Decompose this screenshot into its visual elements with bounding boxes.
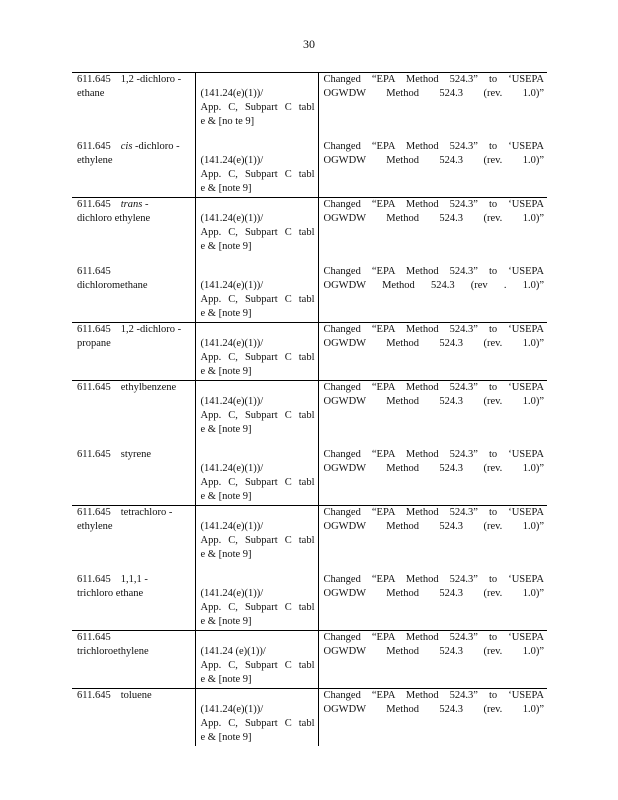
chemical-name: ethylbenzene	[120, 382, 177, 393]
change-description: Changed “EPA Method 524.3” to ‘USEPA	[323, 199, 544, 210]
change-description: OGWDW Method 524.3 (rev. 1.0)”	[323, 588, 544, 599]
citation-text: App. C, Subpart C tabl	[200, 294, 315, 305]
amendments-table	[72, 72, 547, 746]
chemical-name: ethylene	[77, 155, 113, 166]
citation-text: (141.24(e)(1))/	[200, 588, 264, 599]
citation-text: e & [note 9]	[200, 241, 252, 252]
section-number: 611.645	[77, 199, 111, 210]
citation-cell	[195, 438, 318, 506]
table-row	[72, 563, 547, 631]
change-cell	[318, 381, 547, 439]
citation-text: (141.24(e)(1))/	[200, 155, 264, 166]
chemical-name: cis -dichloro -	[120, 141, 180, 152]
citation-text: (141.24(e)(1))/	[200, 213, 264, 224]
chemical-name: styrene	[120, 449, 152, 460]
chemical-name: dichloro ethylene	[77, 213, 151, 224]
section-number: 611.645	[77, 507, 111, 518]
citation-cell	[195, 381, 318, 439]
isomer-prefix: trans	[120, 199, 143, 210]
citation-cell	[195, 73, 318, 131]
section-cell	[72, 438, 195, 506]
change-description: Changed “EPA Method 524.3” to ‘USEPA	[323, 449, 544, 460]
citation-text: e & [note 9]	[200, 366, 252, 377]
section-cell	[72, 73, 195, 131]
change-description: Changed “EPA Method 524.3” to ‘USEPA	[323, 574, 544, 585]
table-row	[72, 689, 547, 747]
page-number: 30	[303, 37, 315, 51]
chemical-name: propane	[77, 338, 111, 349]
change-cell	[318, 438, 547, 506]
chemical-name: 1,2 -dichloro -	[120, 324, 182, 335]
table-row	[72, 631, 547, 689]
change-cell	[318, 323, 547, 381]
table-row	[72, 73, 547, 131]
section-number: 611.645	[77, 266, 111, 277]
change-cell	[318, 73, 547, 131]
table-row	[72, 198, 547, 256]
citation-cell	[195, 631, 318, 689]
table-row	[72, 381, 547, 439]
change-description: OGWDW Method 524.3 (rev. 1.0)”	[323, 521, 544, 532]
change-cell	[318, 255, 547, 323]
citation-text: e & [no te 9]	[200, 116, 255, 127]
change-description: OGWDW Method 524.3 (rev. 1.0)”	[323, 88, 544, 99]
citation-cell	[195, 198, 318, 256]
change-description: Changed “EPA Method 524.3” to ‘USEPA	[323, 690, 544, 701]
change-description: OGWDW Method 524.3 (rev. 1.0)”	[323, 646, 544, 657]
section-cell	[72, 323, 195, 381]
section-cell	[72, 563, 195, 631]
chemical-name: ethane	[77, 88, 105, 99]
change-cell	[318, 506, 547, 564]
section-number: 611.645	[77, 141, 111, 152]
citation-text: (141.24(e)(1))/	[200, 521, 264, 532]
change-cell	[318, 198, 547, 256]
citation-text: (141.24(e)(1))/	[200, 338, 264, 349]
change-description: OGWDW Method 524.3 (rev. 1.0)”	[323, 704, 544, 715]
change-description: OGWDW Method 524.3 (rev. 1.0)”	[323, 338, 544, 349]
change-description: OGWDW Method 524.3 (rev. 1.0)”	[323, 396, 544, 407]
chemical-name: trichloro ethane	[77, 588, 144, 599]
section-cell	[72, 506, 195, 564]
chemical-name: tetrachloro -	[120, 507, 173, 518]
citation-text: App. C, Subpart C tabl	[200, 352, 315, 363]
citation-cell	[195, 506, 318, 564]
citation-text: App. C, Subpart C tabl	[200, 227, 315, 238]
chemical-name: trans -	[120, 199, 149, 210]
citation-text: App. C, Subpart C tabl	[200, 718, 315, 729]
section-number: 611.645	[77, 74, 111, 85]
citation-text: e & [note 9]	[200, 616, 252, 627]
section-number: 611.645	[77, 449, 111, 460]
change-description: Changed “EPA Method 524.3” to ‘USEPA	[323, 266, 544, 277]
citation-text: (141.24(e)(1))/	[200, 704, 264, 715]
citation-text: (141.24(e)(1))/	[200, 280, 264, 291]
citation-text: App. C, Subpart C tabl	[200, 102, 315, 113]
change-description: Changed “EPA Method 524.3” to ‘USEPA	[323, 141, 544, 152]
change-cell	[318, 130, 547, 198]
section-number: 611.645	[77, 382, 111, 393]
table-body	[72, 73, 547, 747]
citation-cell	[195, 323, 318, 381]
chemical-name: 1,2 -dichloro -	[120, 74, 182, 85]
section-cell	[72, 689, 195, 747]
section-number: 611.645	[77, 632, 111, 643]
change-description: OGWDW Method 524.3 (rev. 1.0)”	[323, 155, 544, 166]
change-description: Changed “EPA Method 524.3” to ‘USEPA	[323, 632, 544, 643]
change-description: Changed “EPA Method 524.3” to ‘USEPA	[323, 324, 544, 335]
citation-text: App. C, Subpart C tabl	[200, 477, 315, 488]
table-row	[72, 506, 547, 564]
section-number: 611.645	[77, 690, 111, 701]
citation-text: e & [note 9]	[200, 183, 252, 194]
change-cell	[318, 563, 547, 631]
section-cell	[72, 631, 195, 689]
citation-text: e & [note 9]	[200, 491, 252, 502]
change-cell	[318, 631, 547, 689]
citation-text: e & [note 9]	[200, 424, 252, 435]
citation-text: (141.24 (e)(1))/	[200, 646, 266, 657]
change-description: OGWDW Method 524.3 (rev. 1.0)”	[323, 213, 544, 224]
section-number: 611.645	[77, 574, 111, 585]
chemical-name: 1,1,1 -	[120, 574, 148, 585]
change-description: Changed “EPA Method 524.3” to ‘USEPA	[323, 507, 544, 518]
citation-text: App. C, Subpart C tabl	[200, 169, 315, 180]
isomer-prefix: cis	[120, 141, 133, 152]
table-row	[72, 438, 547, 506]
citation-cell	[195, 689, 318, 747]
section-cell	[72, 255, 195, 323]
citation-text: e & [note 9]	[200, 674, 252, 685]
change-description: OGWDW Method 524.3 (rev. 1.0)”	[323, 463, 544, 474]
change-cell	[318, 689, 547, 747]
change-description: OGWDW Method 524.3 (rev . 1.0)”	[323, 280, 544, 291]
section-cell	[72, 381, 195, 439]
chemical-name: ethylene	[77, 521, 113, 532]
section-number: 611.645	[77, 324, 111, 335]
table-row	[72, 130, 547, 198]
citation-text: App. C, Subpart C tabl	[200, 602, 315, 613]
citation-text: App. C, Subpart C tabl	[200, 535, 315, 546]
citation-cell	[195, 255, 318, 323]
citation-text: App. C, Subpart C tabl	[200, 660, 315, 671]
citation-text: (141.24(e)(1))/	[200, 463, 264, 474]
chemical-name: trichloroethylene	[77, 646, 149, 657]
citation-text: (141.24(e)(1))/	[200, 88, 264, 99]
citation-cell	[195, 563, 318, 631]
chemical-name: toluene	[120, 690, 152, 701]
citation-cell	[195, 130, 318, 198]
table-row	[72, 255, 547, 323]
citation-text: e & [note 9]	[200, 308, 252, 319]
citation-text: e & [note 9]	[200, 549, 252, 560]
section-cell	[72, 198, 195, 256]
change-description: Changed “EPA Method 524.3” to ‘USEPA	[323, 382, 544, 393]
section-cell	[72, 130, 195, 198]
chemical-name: dichloromethane	[77, 280, 148, 291]
change-description: Changed “EPA Method 524.3” to ‘USEPA	[323, 74, 544, 85]
citation-text: e & [note 9]	[200, 732, 252, 743]
citation-text: (141.24(e)(1))/	[200, 396, 264, 407]
table-row	[72, 323, 547, 381]
citation-text: App. C, Subpart C tabl	[200, 410, 315, 421]
